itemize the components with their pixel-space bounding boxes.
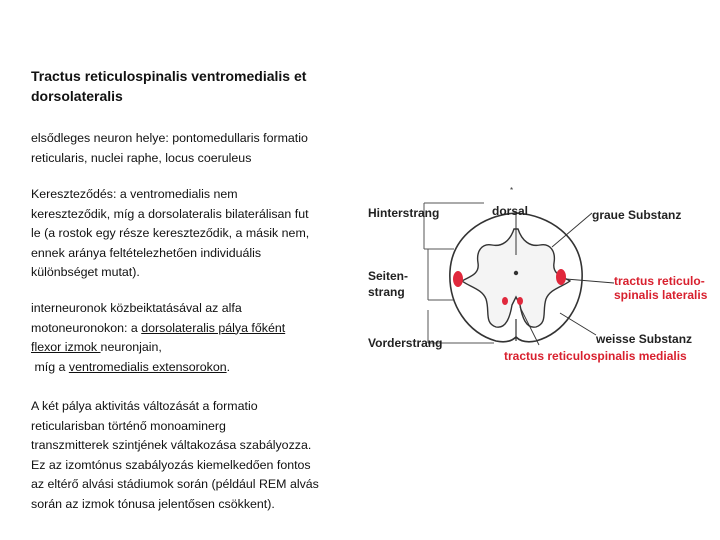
lateral-tract-left (453, 271, 463, 287)
paragraph-line: Kereszteződés: a ventromedialis nem (31, 187, 238, 201)
paragraph-regulation (31, 397, 371, 515)
label-tractus-lateralis-1: tractus reticulo- (614, 274, 705, 288)
paragraph-line: transzmitterek szintjének váltakozása szabályozza. (31, 438, 312, 453)
label-seitenstrang-1: Seiten- (368, 269, 409, 283)
label-tractus-lateralis-2: spinalis lateralis (614, 288, 708, 302)
paragraph-interneurons (31, 299, 371, 377)
text-segment: motoneuronokon: a (31, 320, 142, 335)
text-segment: neuronjain, (100, 340, 162, 355)
paragraph-decussation (31, 185, 371, 283)
title-line-2: dorsolateralis (31, 88, 123, 104)
title-line-1: Tractus reticulospinalis ventromedialis et (31, 68, 307, 84)
text-segment: míg a (31, 359, 69, 374)
label-hinterstrang: Hinterstrang (368, 206, 440, 220)
paragraph-line: ennek aránya feltételezhetően individuális (31, 245, 262, 260)
central-canal (514, 271, 518, 275)
paragraph-line: elsődleges neuron helye: pontomedullaris formatio (31, 131, 308, 145)
dorsal-marker: * (510, 186, 514, 195)
paragraph-line: A két pálya aktivitás változását a formatio (31, 399, 258, 413)
medial-tract-left (502, 297, 508, 305)
paragraph-line: kereszteződik, míg a dorsolateralis bilaterálisan fut (31, 206, 309, 221)
paragraph-line (31, 358, 371, 378)
label-vorderstrang: Vorderstrang (368, 336, 443, 350)
paragraph-line: le (a rostok egy része kereszteződik, a másik nem, (31, 226, 310, 241)
paragraph-line: az eltérő alvási stádiumok során (például REM alvás (31, 477, 319, 492)
label-dorsal: dorsal (492, 204, 529, 218)
spinal-cord-diagram (364, 185, 720, 365)
paragraph-line (31, 338, 371, 358)
paragraph-line: során az izmok tónusa jelentősen csökkent). (31, 496, 275, 511)
pointer-weisse-substanz (560, 313, 596, 335)
underlined-text: dorsolateralis pálya főként (141, 320, 286, 335)
paragraph-line: különbséget mutat). (31, 265, 140, 280)
label-seitenstrang-2: strang (368, 285, 405, 299)
label-graue-substanz: graue Substanz (592, 208, 682, 222)
text-segment: . (226, 359, 231, 374)
label-tractus-medialis: tractus reticulospinalis medialis (504, 349, 687, 363)
label-weisse-substanz: weisse Substanz (596, 332, 693, 346)
paragraph-line (31, 319, 371, 339)
medial-tract-right (517, 297, 523, 305)
underlined-text: ventromedialis extensorokon (68, 359, 227, 374)
slide-title (31, 66, 371, 106)
underlined-text: flexor izmok (31, 340, 101, 355)
paragraph-primary-neuron (31, 129, 371, 168)
paragraph-line: Ez az izomtónus szabályozás kiemelkedően fontos (31, 457, 311, 472)
paragraph-line: interneuronok közbeiktatásával az alfa (31, 301, 242, 315)
paragraph-line: reticularis, nuclei raphe, locus coeruleus (31, 150, 252, 165)
lateral-tract-right (556, 269, 566, 285)
paragraph-line: reticularisban történő monoaminerg (31, 418, 226, 433)
